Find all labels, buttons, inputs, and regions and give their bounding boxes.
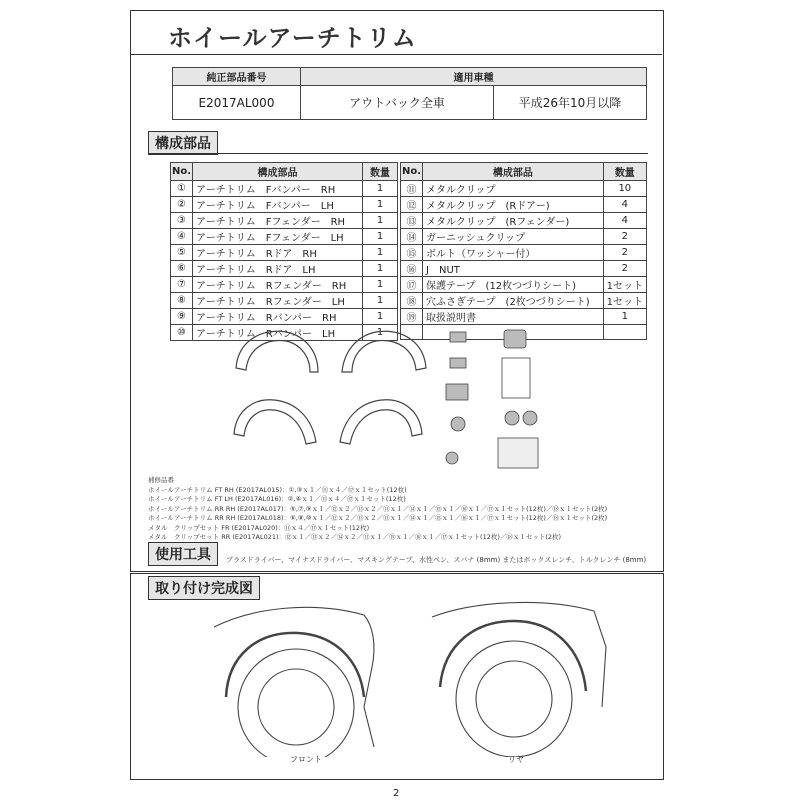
installed-diagram bbox=[214, 587, 614, 757]
note-line: ホイールアーチトリム FT RH (E2017AL015)：①,③ｘ１／⑪ｘ４／⑰ｘ１セット(12枚) bbox=[148, 485, 407, 494]
parts-cell-name: アーチトリム Fバンパー RH bbox=[193, 181, 363, 197]
front-body-outline bbox=[214, 607, 374, 747]
parts-col-qty: 数量 bbox=[363, 163, 398, 181]
parts-row bbox=[401, 261, 647, 277]
parts-cell-qty: 1 bbox=[363, 277, 398, 293]
parts-cell-no: ⑤ bbox=[171, 245, 193, 261]
parts-row bbox=[171, 261, 398, 277]
parts-cell-qty: 1 bbox=[363, 229, 398, 245]
parts-cell-no: ⑫ bbox=[401, 197, 423, 213]
arch-trim-rear-left bbox=[340, 400, 422, 444]
parts-cell-no: ⑰ bbox=[401, 277, 423, 293]
header-table bbox=[172, 67, 647, 120]
parts-col-name: 構成部品 bbox=[423, 163, 604, 181]
parts-cell-qty: 1 bbox=[363, 325, 398, 341]
parts-illustration bbox=[214, 324, 614, 474]
parts-cell-qty: 1 bbox=[603, 309, 646, 325]
parts-row bbox=[401, 229, 647, 245]
parts-row bbox=[171, 229, 398, 245]
parts-cell-no: ⑱ bbox=[401, 293, 423, 309]
parts-cell-no: ⑩ bbox=[171, 325, 193, 341]
parts-cell-qty: 1 bbox=[363, 245, 398, 261]
parts-cell-no: ⑨ bbox=[171, 309, 193, 325]
parts-cell-no: ⑪ bbox=[401, 181, 423, 197]
caption-rear: リヤ bbox=[508, 755, 524, 764]
parts-cell-name: ガーニッシュクリップ bbox=[423, 229, 604, 245]
parts-cell-name: アーチトリム Rバンパー LH bbox=[193, 325, 363, 341]
note-line: ホイールアーチトリム FT LH (E2017AL016)：②,④ｘ１／⑪ｘ４／⑰ｘ１セット(12枚) bbox=[148, 495, 406, 503]
parts-cell-qty: 2 bbox=[603, 261, 646, 277]
note-line: ホイールアーチトリム RR RH (E2017AL018)：⑥,⑧,⑩ｘ１／⑫ｘ２／⑬ｘ２／⑪ｘ１／⑭ｘ１／⑮ｘ１／⑯ｘ１／⑰ｘ１セット(12枚)／⑱ｘ１セット(2枚) bbox=[148, 514, 608, 522]
parts-row bbox=[401, 277, 647, 293]
parts-cell-qty: 4 bbox=[603, 197, 646, 213]
parts-cell-qty: 1 bbox=[363, 197, 398, 213]
parts-cell-qty: 1 bbox=[363, 181, 398, 197]
parts-row bbox=[401, 197, 647, 213]
parts-cell-no: ⑲ bbox=[401, 309, 423, 325]
parts-cell-qty: 10 bbox=[603, 181, 646, 197]
tools-list: プラスドライバー、マイナスドライバー、マスキングテープ、水性ペン、スパナ (8mm) またはボックスレンチ、トルクレンチ (8mm) bbox=[226, 556, 647, 564]
page-number: 2 bbox=[393, 788, 400, 799]
rear-rim bbox=[476, 661, 552, 737]
parts-table-left bbox=[170, 162, 398, 341]
parts-cell-name: アーチトリム Fフェンダー RH bbox=[193, 213, 363, 229]
clip-rfender-shape bbox=[446, 384, 468, 400]
parts-row bbox=[401, 293, 647, 309]
parts-cell-name: J NUT bbox=[423, 261, 604, 277]
parts-row bbox=[171, 293, 398, 309]
parts-cell-name: アーチトリム Rドア LH bbox=[193, 261, 363, 277]
caption-front: フロント bbox=[290, 755, 322, 764]
rear-wheel bbox=[456, 641, 572, 757]
parts-col-name: 構成部品 bbox=[193, 163, 363, 181]
section-components-line bbox=[148, 153, 648, 154]
parts-cell-qty: 1 bbox=[363, 261, 398, 277]
parts-row bbox=[401, 181, 647, 197]
front-arch-trim bbox=[226, 633, 364, 697]
arch-trim-front-left bbox=[342, 331, 426, 372]
arch-trim-front-right bbox=[236, 331, 318, 372]
manual-page bbox=[130, 10, 666, 799]
section-tools: 使用工具 bbox=[148, 542, 218, 566]
page-title: ホイールアーチトリム bbox=[168, 24, 417, 52]
parts-cell-name: アーチトリム Fバンパー LH bbox=[193, 197, 363, 213]
parts-cell-no: ⑬ bbox=[401, 213, 423, 229]
parts-cell-no: ⑥ bbox=[171, 261, 193, 277]
section-components: 構成部品 bbox=[148, 131, 218, 155]
parts-row bbox=[401, 309, 647, 325]
section-complete: 取り付け完成図 bbox=[148, 576, 260, 600]
parts-cell-name: アーチトリム Rフェンダー LH bbox=[193, 293, 363, 309]
note-line: メタル クリップセット FR (E2017AL020)：⑪ｘ４／⑰ｘ１セット(12枚) bbox=[148, 523, 370, 532]
parts-cell-name: アーチトリム Rバンパー RH bbox=[193, 309, 363, 325]
parts-cell-qty: 2 bbox=[603, 229, 646, 245]
parts-cell-qty: 1セット bbox=[603, 277, 646, 293]
parts-cell-qty: 1 bbox=[363, 309, 398, 325]
vehicle-value: アウトバック全車 bbox=[301, 86, 494, 120]
hole-tape-shape-1 bbox=[505, 411, 519, 425]
parts-row bbox=[171, 197, 398, 213]
part-number: E2017AL000 bbox=[173, 86, 301, 120]
parts-cell-name: メタルクリップ (Rドアー) bbox=[423, 197, 604, 213]
metal-clip-shape bbox=[450, 332, 466, 342]
parts-row bbox=[171, 245, 398, 261]
parts-cell-no: ④ bbox=[171, 229, 193, 245]
parts-col-qty: 数量 bbox=[603, 163, 646, 181]
parts-cell-no: ⑧ bbox=[171, 293, 193, 309]
date-value: 平成26年10月以降 bbox=[494, 86, 647, 120]
parts-cell-name: アーチトリム Fフェンダー LH bbox=[193, 229, 363, 245]
title-box bbox=[130, 10, 662, 55]
parts-cell-qty: 1セット bbox=[603, 293, 646, 309]
bolt-shape bbox=[446, 452, 458, 464]
parts-row bbox=[171, 309, 398, 325]
parts-col-no: No. bbox=[171, 163, 193, 181]
parts-cell-name: メタルクリップ (Rフェンダー) bbox=[423, 213, 604, 229]
arch-trim-rear-right bbox=[234, 400, 316, 444]
garnish-clip-shape bbox=[451, 417, 465, 431]
front-wheel bbox=[238, 649, 354, 757]
parts-cell-no: ③ bbox=[171, 213, 193, 229]
note-line: ホイールアーチトリム RR RH (E2017AL017)：⑤,⑦,⑨ｘ１／⑫ｘ２／⑬ｘ２／⑪ｘ１／⑭ｘ１／⑮ｘ１／⑯ｘ１／⑰ｘ１セット(12枚)／⑱ｘ１セット(2枚) bbox=[148, 504, 608, 513]
parts-cell-no: ⑦ bbox=[171, 277, 193, 293]
parts-cell-no: ② bbox=[171, 197, 193, 213]
parts-cell-qty: 2 bbox=[603, 245, 646, 261]
parts-cell-no: ⑮ bbox=[401, 245, 423, 261]
manual-shape bbox=[498, 438, 538, 468]
header-vehicle: 適用車種 bbox=[301, 68, 647, 86]
parts-cell-no: ⑭ bbox=[401, 229, 423, 245]
parts-cell-name: ボルト（ワッシャー付） bbox=[423, 245, 604, 261]
parts-row bbox=[171, 277, 398, 293]
parts-row bbox=[401, 245, 647, 261]
parts-cell-name: アーチトリム Rドア RH bbox=[193, 245, 363, 261]
parts-cell-name: アーチトリム Rフェンダー RH bbox=[193, 277, 363, 293]
front-rim bbox=[258, 669, 334, 745]
parts-row bbox=[171, 213, 398, 229]
parts-row bbox=[401, 213, 647, 229]
header-part-no: 純正部品番号 bbox=[173, 68, 301, 86]
parts-col-no: No. bbox=[401, 163, 423, 181]
parts-cell-qty: 4 bbox=[603, 213, 646, 229]
parts-cell-name: 穴ふさぎテープ (2枚つづりシート) bbox=[423, 293, 604, 309]
rear-body-outline bbox=[432, 602, 606, 707]
parts-table-right bbox=[400, 162, 647, 340]
parts-cell-no: ⑯ bbox=[401, 261, 423, 277]
parts-cell-name: メタルクリップ bbox=[423, 181, 604, 197]
parts-cell-name: 保護テープ (12枚つづりシート) bbox=[423, 277, 604, 293]
notes bbox=[148, 476, 607, 543]
parts-cell-qty: 1 bbox=[363, 293, 398, 309]
hole-tape-shape-2 bbox=[523, 411, 537, 425]
note-line: 補修品番 bbox=[148, 476, 174, 484]
parts-cell-no: ① bbox=[171, 181, 193, 197]
parts-cell-qty: 1 bbox=[363, 213, 398, 229]
jnut-shape bbox=[504, 330, 526, 348]
protect-tape-shape bbox=[502, 358, 530, 398]
clip-rdoor-shape bbox=[450, 358, 466, 368]
parts-cell-name: 取扱説明書 bbox=[423, 309, 604, 325]
parts-row bbox=[171, 181, 398, 197]
rear-arch-trim bbox=[440, 621, 586, 691]
note-line: メタル クリップセット RR (E2017AL021)：⑫ｘ１／⑬ｘ２／⑭ｘ２／⑪ｘ１／⑮ｘ１／⑯ｘ１／⑰ｘ１セット(12枚)／⑱ｘ１セット(2枚) bbox=[148, 533, 562, 541]
